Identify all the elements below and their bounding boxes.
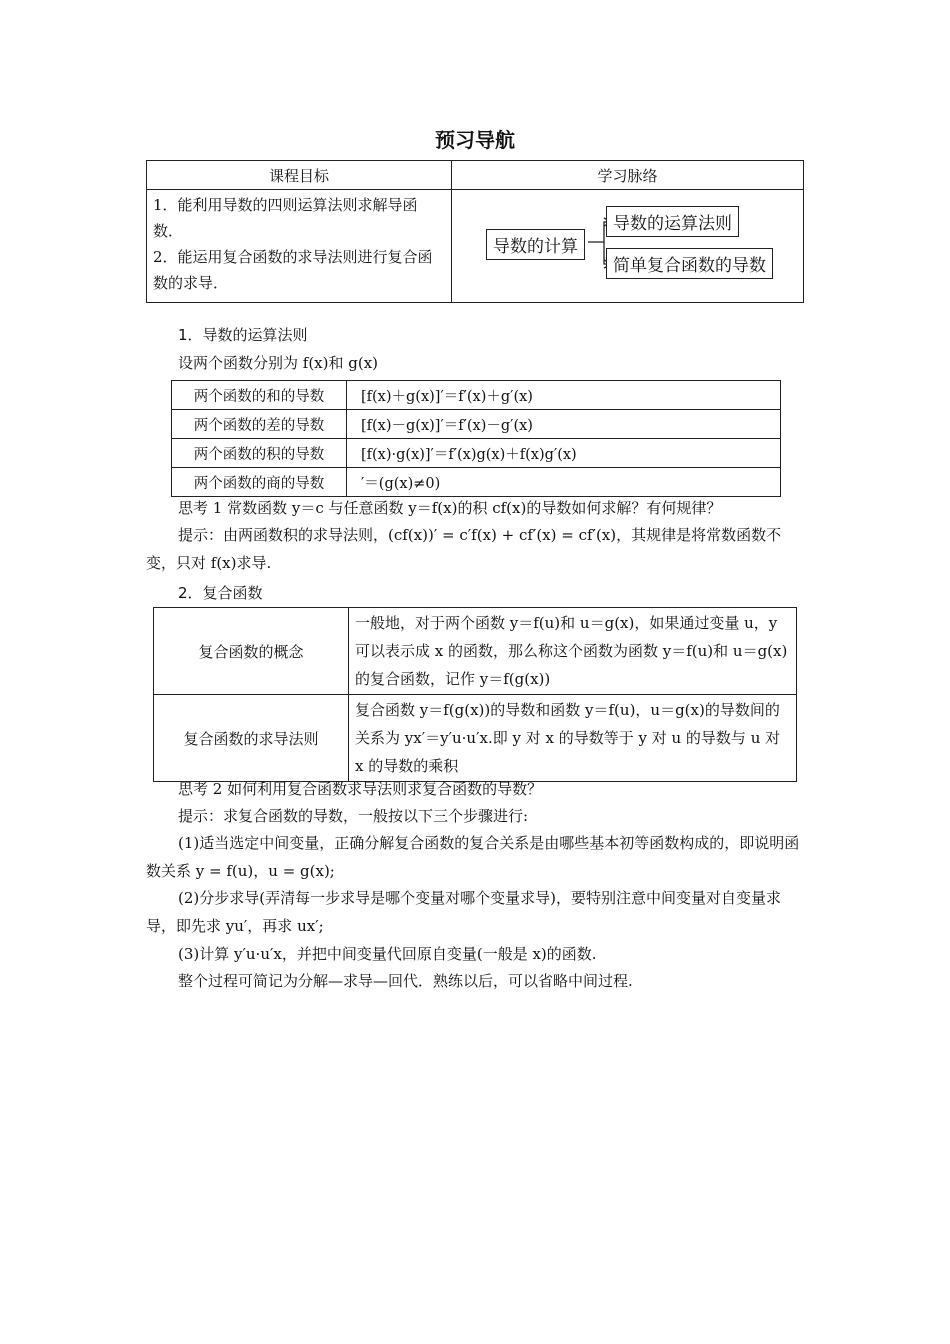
diagram-branch-2: 简单复合函数的导数 (606, 248, 773, 279)
section1-heading: 1．导数的运算法则 (178, 326, 308, 344)
goal-1: 1．能利用导数的四则运算法则求解导函数． (153, 196, 418, 240)
composite-row-text: 一般地，对于两个函数 y＝f(u)和 u＝g(x)，如果通过变量 u，y 可以表示成 x 的函数，那么称这个函数为函数 y＝f(u)和 u＝g(x)的复合函数，记作 y＝f(g(x)) (349, 608, 797, 695)
think2-step-2: (2)分步求导(弄清每一步求导是哪个变量对哪个变量求导)，要特别注意中间变量对自变量求导，即先求 yu′，再求 ux′; (146, 889, 781, 935)
table-row (172, 468, 781, 497)
think2-step-3: (3)计算 y′u·u′x，并把中间变量代回原自变量(一般是 x)的函数. (178, 945, 597, 963)
rules-table (171, 380, 781, 497)
think2-question: 思考 2 如何利用复合函数求导法则求复合函数的导数？ (178, 780, 543, 798)
think2-step-1: (1)适当选定中间变量，正确分解复合函数的复合关系是由哪些基本初等函数构成的，即说明函数关系 y = f(u)，u = g(x); (146, 834, 800, 880)
rule-name: 两个函数的积的导数 (172, 439, 347, 468)
rule-name: 两个函数的商的导数 (172, 468, 347, 497)
diagram-branch-1: 导数的运算法则 (606, 206, 739, 237)
table-row (154, 608, 797, 695)
rule-name: 两个函数的和的导数 (172, 381, 347, 410)
rule-formula: [f(x)－g(x)]′＝f′(x)－g′(x) (347, 410, 781, 439)
think2-hint: 提示：求复合函数的导数，一般按以下三个步骤进行: (178, 807, 529, 825)
table-row (172, 439, 781, 468)
overview-table (146, 160, 804, 303)
outline-diagram (452, 192, 803, 300)
rule-formula: ′＝(g(x)≠0) (347, 468, 781, 497)
composite-row-text: 复合函数 y＝f(g(x))的导数和函数 y＝f(u)，u＝g(x)的导数间的关系为 yx′＝y′u·u′x.即 y 对 x 的导数等于 y 对 u 的导数与 u 对 x 的导数的乘积 (349, 695, 797, 782)
rule-name: 两个函数的差的导数 (172, 410, 347, 439)
goals-cell (147, 190, 452, 303)
rule-formula: [f(x)＋g(x)]′＝f′(x)＋g′(x) (347, 381, 781, 410)
table-row (154, 695, 797, 782)
section1-intro: 设两个函数分别为 f(x)和 g(x) (178, 354, 379, 372)
section2-heading: 2．复合函数 (178, 584, 263, 602)
page-title: 预习导航 (435, 128, 515, 152)
think1-question: 思考 1 常数函数 y＝c 与任意函数 y＝f(x)的积 cf(x)的导数如何求解？有何规律？ (178, 499, 722, 517)
composite-table (153, 607, 797, 782)
table-row (172, 410, 781, 439)
composite-row-name: 复合函数的求导法则 (154, 695, 349, 782)
composite-row-name: 复合函数的概念 (154, 608, 349, 695)
goal-2: 2．能运用复合函数的求导法则进行复合函数的求导． (153, 248, 433, 292)
rule-formula: [f(x)·g(x)]′＝f′(x)g(x)＋f(x)g′(x) (347, 439, 781, 468)
think1-hint: 提示：由两函数积的求导法则，(cf(x))′ = c′f(x) + cf′(x) = cf′(x)，其规律是将常数函数不变，只对 f(x)求导. (146, 526, 782, 572)
think2-summary: 整个过程可简记为分解—求导—回代．熟练以后，可以省略中间过程. (178, 972, 633, 990)
diagram-root: 导数的计算 (486, 229, 585, 260)
diagram-cell (452, 190, 804, 303)
table-row (172, 381, 781, 410)
header-outline: 学习脉络 (452, 161, 804, 190)
header-goals: 课程目标 (147, 161, 452, 190)
